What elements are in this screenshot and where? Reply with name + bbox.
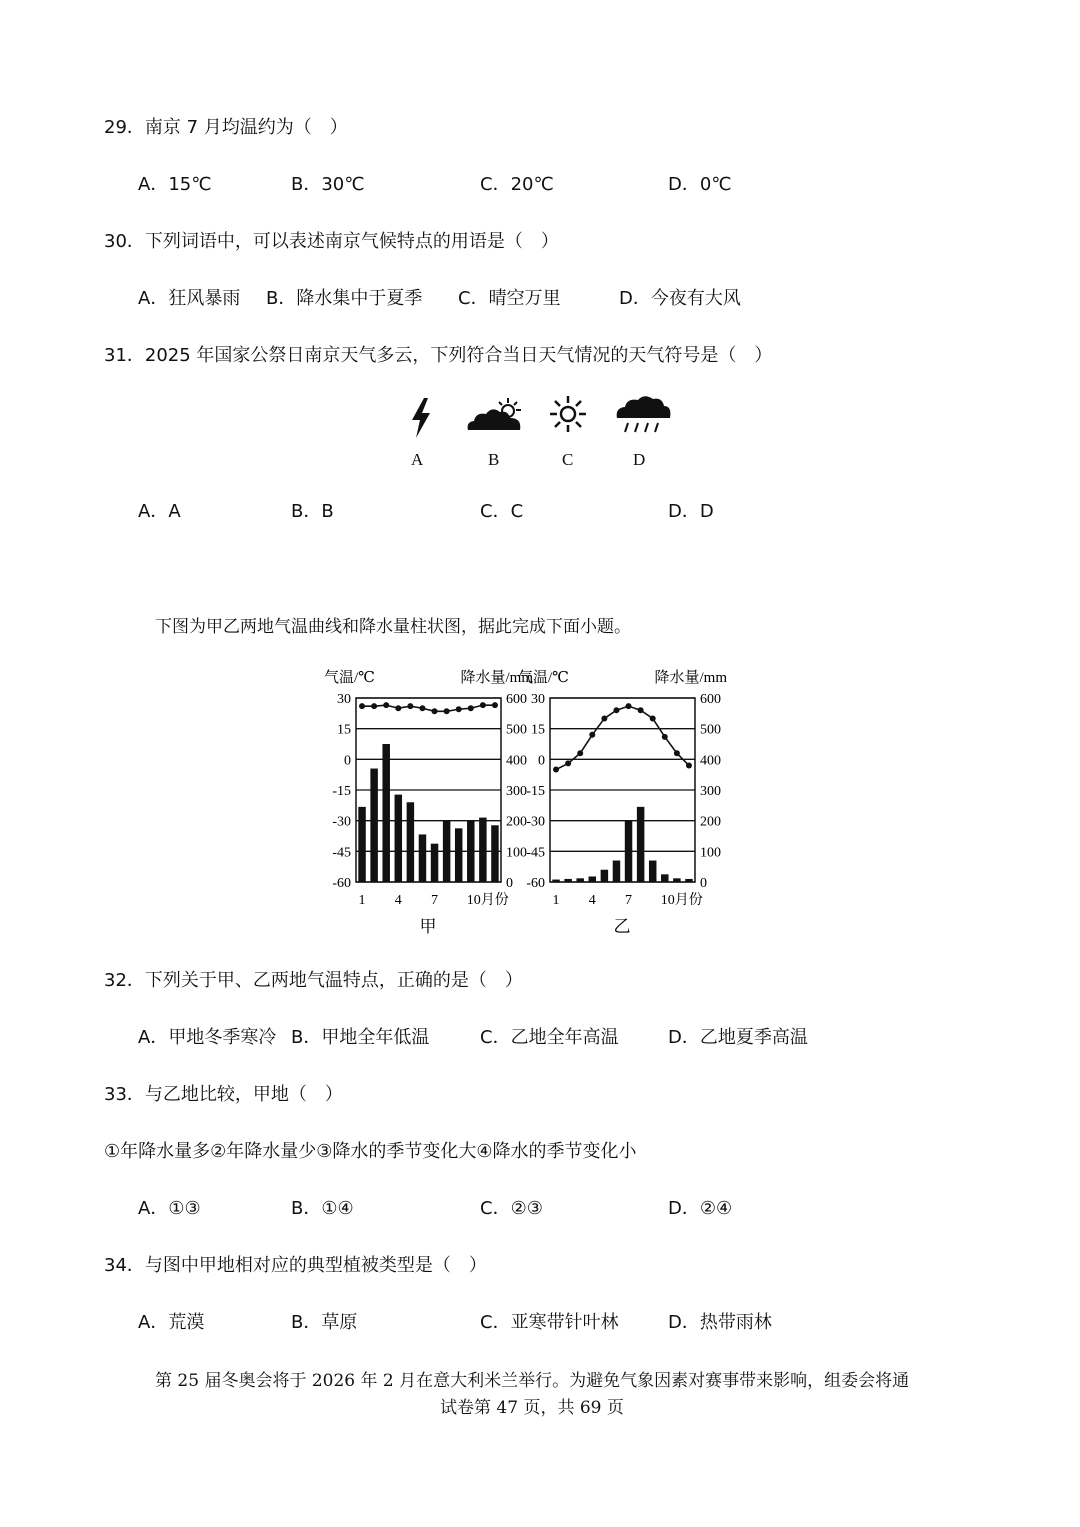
chart-1-x-tick-label: 4 — [394, 893, 402, 908]
chart-1-precip-bar — [395, 795, 402, 882]
chart-2-precip-bar — [673, 878, 680, 882]
chart-2-temperature-point — [650, 715, 656, 721]
chart-1-right-tick-label: 300 — [506, 784, 527, 799]
chart-1-left-tick-label: -60 — [332, 876, 351, 891]
chart-2-temperature-point — [674, 750, 680, 756]
chart-1-right-tick-label: 0 — [506, 876, 513, 891]
chart-1-right-axis-label: 降水量/mm — [460, 670, 533, 686]
chart-2-precip-bar — [661, 874, 668, 882]
chart-2-right-tick-label: 500 — [700, 722, 721, 738]
q31-option-b: B．B — [291, 501, 334, 522]
q32-option-c: C．乙地全年高温 — [480, 1027, 619, 1048]
q33-option-b: B．①④ — [291, 1198, 354, 1219]
q34-option-b: B．草原 — [291, 1312, 358, 1333]
q33-statements: ①年降水量多②年降水量少③降水的季节变化大④降水的季节变化小 — [104, 1141, 637, 1162]
chart-1-right-tick-label: 500 — [506, 722, 527, 738]
chart-1-precip-bar — [382, 744, 389, 882]
chart-2-precip-bar — [637, 807, 644, 882]
chart-1-precip-bar — [431, 844, 438, 882]
q30-option-c: C．晴空万里 — [458, 288, 561, 309]
chart-1-right-tick-label: 400 — [506, 753, 527, 769]
q33-option-a: A．①③ — [138, 1198, 201, 1219]
trailing-paragraph: 第 25 届冬奥会将于 2026 年 2 月在意大利米兰举行。为避免气象因素对赛事带来影响，组委会将通 — [155, 1371, 910, 1391]
climate-charts — [310, 662, 770, 942]
sun-icon — [548, 394, 588, 434]
chart-1-x-tick-label: 10月份 — [466, 893, 509, 908]
chart-1-left-tick-label: -15 — [332, 784, 351, 799]
chart-1-x-tick-label: 1 — [358, 893, 366, 908]
q30-option-b: B．降水集中于夏季 — [266, 288, 423, 309]
chart-1-precip-bar — [467, 821, 474, 882]
chart-2-right-axis-label: 降水量/mm — [654, 670, 727, 686]
chart-1-temperature-point — [371, 703, 377, 709]
weather-symbols — [400, 392, 690, 477]
q31-option-a: A．A — [138, 501, 181, 522]
chart-2-temperature-point — [577, 750, 583, 756]
q32-option-d: D．乙地夏季高温 — [668, 1027, 808, 1048]
chart-2-x-tick-label: 7 — [625, 893, 633, 908]
chart-1-name-label: 甲 — [419, 917, 437, 936]
q33-stem: 33．与乙地比较，甲地（ ） — [104, 1084, 343, 1105]
chart-1-left-tick-label: -30 — [332, 814, 351, 830]
chart-2-left-tick-label: 30 — [531, 692, 545, 707]
chart-1-temperature-point — [444, 708, 450, 714]
chart-1-temperature-point — [468, 705, 474, 711]
chart-1-temperature-point — [456, 706, 462, 712]
chart-1-precip-bar — [419, 834, 426, 882]
chart-1-precip-bar — [358, 807, 365, 882]
chart-2-precip-bar — [613, 861, 620, 882]
chart-1-left-axis-label: 气温/℃ — [324, 670, 375, 686]
q29-option-b: B．30℃ — [291, 174, 365, 195]
chart-2-temperature-point — [626, 703, 632, 709]
chart-2-x-tick-label: 4 — [588, 893, 596, 908]
chart-2-temperature-point — [601, 715, 607, 721]
q31-option-d: D．D — [668, 501, 714, 522]
chart-2-temperature-line — [556, 706, 689, 769]
q32-option-b: B．甲地全年低温 — [291, 1027, 430, 1048]
chart-2-left-tick-label: -30 — [526, 814, 545, 830]
q33-option-d: D．②④ — [668, 1198, 733, 1219]
chart-1-temperature-point — [359, 703, 365, 709]
chart-2-temperature-point — [662, 734, 668, 740]
q30-option-d: D．今夜有大风 — [619, 288, 741, 309]
chart-2-temperature-point — [613, 707, 619, 713]
chart-2-precip-bar — [649, 861, 656, 882]
chart-2-precip-bar — [552, 880, 559, 882]
chart-1-temperature-point — [383, 702, 389, 708]
q29-option-d: D．0℃ — [668, 174, 732, 195]
chart-2-right-tick-label: 0 — [700, 876, 707, 891]
chart-2-precip-bar — [601, 870, 608, 882]
q32-stem: 32．下列关于甲、乙两地气温特点，正确的是（ ） — [104, 970, 523, 991]
chart-2-left-tick-label: 15 — [531, 722, 545, 738]
chart-1-left-tick-label: -45 — [332, 845, 351, 861]
chart-2-right-tick-label: 200 — [700, 814, 721, 830]
chart-2-temperature-point — [565, 760, 571, 766]
chart-1-left-tick-label: 30 — [337, 692, 351, 707]
q34-stem: 34．与图中甲地相对应的典型植被类型是（ ） — [104, 1255, 487, 1276]
chart-1-precip-bar — [407, 802, 414, 882]
chart-1-right-tick-label: 100 — [506, 845, 527, 861]
chart-2-left-axis-label: 气温/℃ — [518, 670, 569, 686]
chart-2-precip-bar — [685, 879, 692, 882]
chart-2-right-tick-label: 300 — [700, 784, 721, 799]
chart-intro-text: 下图为甲乙两地气温曲线和降水量柱状图，据此完成下面小题。 — [155, 617, 631, 637]
q29-option-c: C．20℃ — [480, 174, 554, 195]
rain-cloud-icon — [614, 394, 672, 436]
chart-2-right-tick-label: 400 — [700, 753, 721, 769]
chart-1-left-tick-label: 15 — [337, 722, 351, 738]
q30-stem: 30．下列词语中，可以表述南京气候特点的用语是（ ） — [104, 231, 559, 252]
chart-1-x-tick-label: 7 — [431, 893, 439, 908]
chart-2-left-tick-label: 0 — [538, 753, 545, 769]
symbol-label-a: A — [411, 450, 424, 469]
q29-stem: 29．南京 7 月均温约为（ ） — [104, 117, 348, 138]
chart-1-temperature-point — [492, 702, 498, 708]
chart-2-temperature-point — [589, 732, 595, 738]
chart-1-temperature-point — [407, 703, 413, 709]
chart-2-temperature-point — [553, 767, 559, 773]
q32-option-a: A．甲地冬季寒冷 — [138, 1027, 277, 1048]
symbol-label-d: D — [633, 450, 646, 469]
q31-stem: 31．2025 年国家公祭日南京天气多云，下列符合当日天气情况的天气符号是（ ） — [104, 345, 773, 366]
chart-2-precip-bar — [625, 821, 632, 882]
q30-option-a: A．狂风暴雨 — [138, 288, 241, 309]
chart-2-temperature-point — [638, 707, 644, 713]
cloudy-with-sun-icon — [464, 396, 524, 432]
chart-1-right-tick-label: 200 — [506, 814, 527, 830]
chart-2-name-label: 乙 — [613, 917, 631, 936]
symbol-label-c: C — [562, 450, 574, 469]
chart-1-precip-bar — [479, 818, 486, 882]
lightning-icon — [408, 398, 434, 438]
q34-option-c: C．亚寒带针叶林 — [480, 1312, 619, 1333]
chart-2-left-tick-label: -60 — [526, 876, 545, 891]
chart-2-left-tick-label: -45 — [526, 845, 545, 861]
chart-2-left-tick-label: -15 — [526, 784, 545, 799]
q34-option-d: D．热带雨林 — [668, 1312, 772, 1333]
chart-2-precip-bar — [564, 879, 571, 882]
chart-2-precip-bar — [589, 876, 596, 882]
chart-1-temperature-point — [419, 705, 425, 711]
symbol-label-b: B — [488, 450, 500, 469]
chart-1-temperature-point — [480, 702, 486, 708]
chart-2-right-tick-label: 600 — [700, 692, 721, 707]
q29-option-a: A．15℃ — [138, 174, 212, 195]
chart-1-right-tick-label: 600 — [506, 692, 527, 707]
chart-1-precip-bar — [455, 828, 462, 882]
chart-1-precip-bar — [443, 821, 450, 882]
chart-2-x-tick-label: 10月份 — [660, 893, 703, 908]
chart-2-x-tick-label: 1 — [552, 893, 560, 908]
chart-1-precip-bar — [370, 769, 377, 882]
chart-1-left-tick-label: 0 — [344, 753, 351, 769]
chart-1-temperature-point — [395, 705, 401, 711]
chart-2-right-tick-label: 100 — [700, 845, 721, 861]
chart-1-temperature-line — [362, 705, 495, 711]
page-footer: 试卷第 47 页，共 69 页 — [440, 1398, 624, 1418]
q31-option-c: C．C — [480, 501, 524, 522]
chart-2-temperature-point — [686, 762, 692, 768]
chart-1-temperature-point — [432, 708, 438, 714]
chart-2-precip-bar — [576, 878, 583, 882]
chart-1-precip-bar — [491, 825, 498, 882]
q33-option-c: C．②③ — [480, 1198, 543, 1219]
q34-option-a: A．荒漠 — [138, 1312, 205, 1333]
